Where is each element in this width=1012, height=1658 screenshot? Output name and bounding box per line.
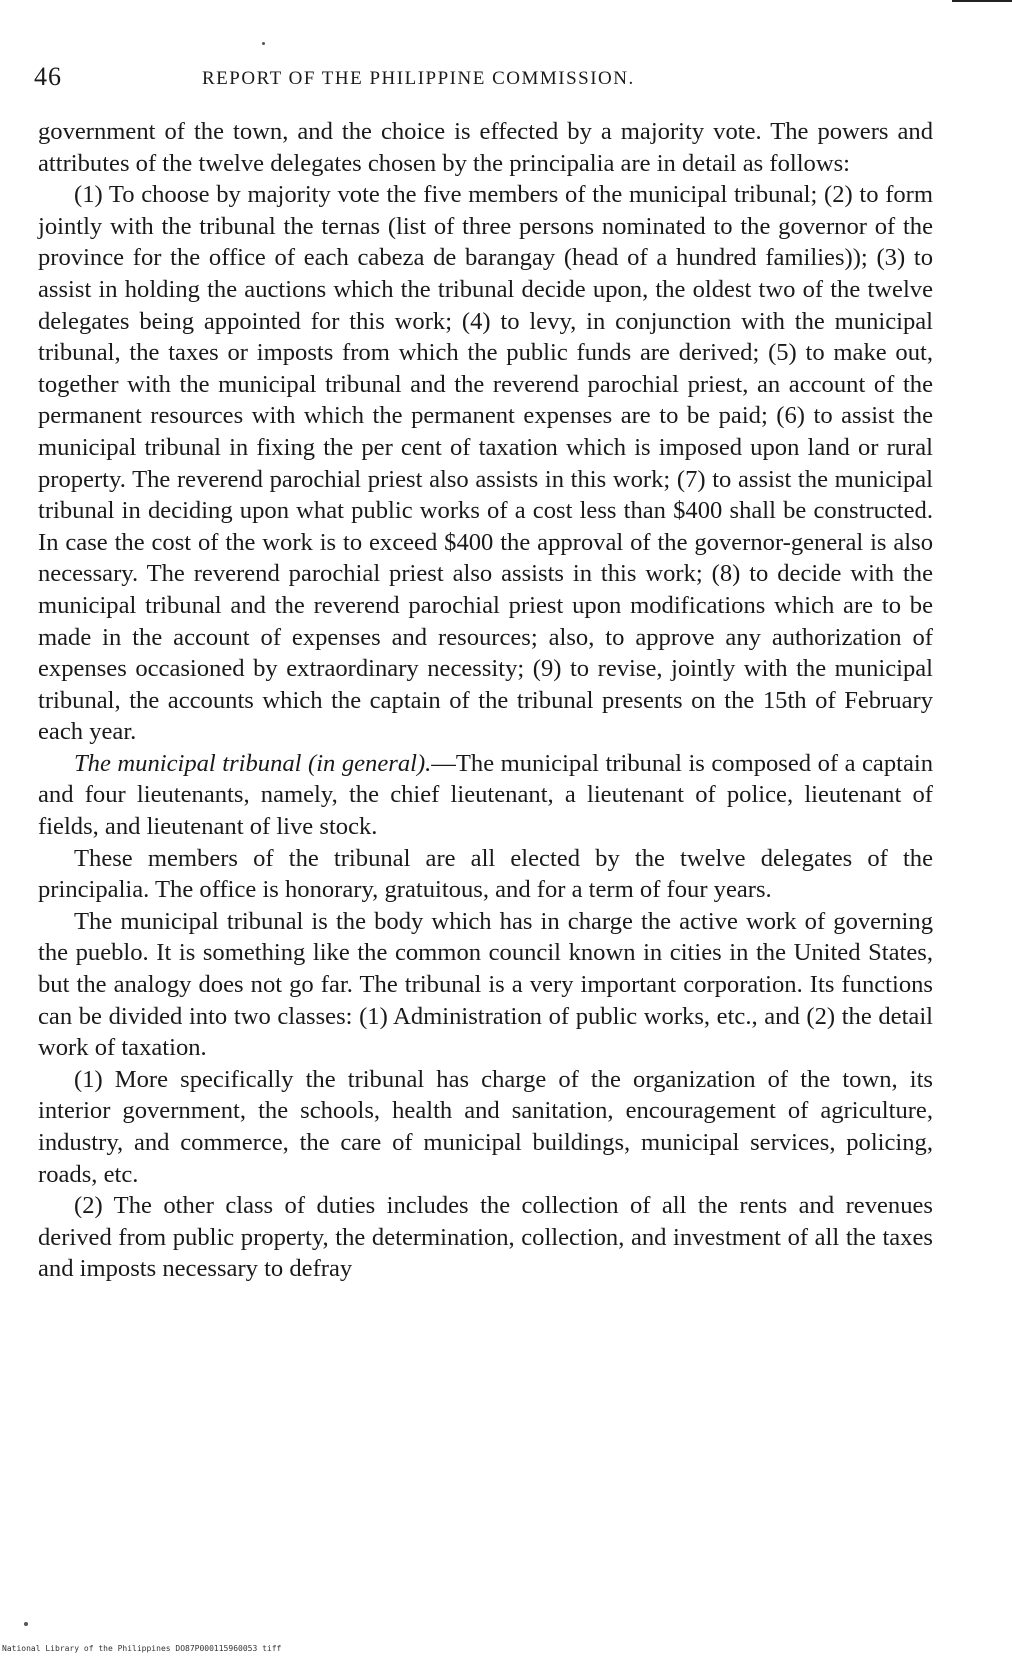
paragraph: (2) The other class of duties includes the collection of all the rents and revenues derived from public property, the determination, collection, and investment of all the taxes and imposts necessary to defray [38,1192,933,1283]
paragraph: government of the town, and the choice is effected by a majority vote. The powers and attributes of the twelve delegates chosen by the principalia are in detail as follows: [38,118,933,177]
page-number: 46 [34,62,62,91]
body-text [38,116,933,1285]
paragraph: The municipal tribunal is the body which has in charge the active work of governing the pueblo. It is something like the common council known in cities in the United States, but the analogy does not go far. The tribunal is a very important corporation. Its functions can be divided into two classes: (1) Administration of public works, etc., and (2) the detail work of taxation. [38,907,933,1062]
paragraph: (1) More specifically the tribunal has charge of the organization of the town, its interior government, the schools, health and sanitation, encouragement of agriculture, industry, and commerce, the care of municipal buildings, municipal services, policing, roads, etc. [38,1065,933,1188]
paragraph [38,748,933,843]
paragraph-text: —The municipal tribunal is composed of a captain and four lieutenants, namely, the chief lieutenant, a lieutenant of police, lieutenant of fields, and lieutenant of live stock. [38,749,934,841]
page-header [34,62,934,98]
scan-speck [262,42,265,45]
paragraph: These members of the tribunal are all elected by the twelve delegates of the principalia. The office is honorary, gratuitous, and for a term of four years. [38,844,933,904]
scan-speck [24,1622,28,1626]
archive-stamp: National Library of the Philippines DO87P000115960053 tiff [2,1644,282,1653]
scan-edge-mark [952,0,1012,2]
running-head: REPORT OF THE PHILIPPINE COMMISSION. [202,68,635,89]
section-heading: The municipal tribunal (in general). [74,749,432,777]
paragraph: (1) To choose by majority vote the five members of the municipal tribunal; (2) to form jointly with the tribunal the ternas (list of three persons nominated to the governor of the province for the office of each cabeza de barangay (head of a hundred families)); (3) to assist in holding the auctions which the tribunal decide upon, the oldest two of the twelve delegates being appointed for this work; (4) to levy, in conjunction with the municipal tribunal, the taxes or imposts from which the public funds are derived; (5) to make out, together with the municipal tribunal and the reverend parochial priest, an account of the permanent resources with which the permanent expenses are to be paid; (6) to assist the municipal tribunal in fixing the per cent of taxation which is imposed upon land or rural property. The reverend parochial priest also assists in this work; (7) to assist the municipal tribunal in deciding upon what public works of a cost less than $400 shall be constructed. In case the cost of the work is to exceed $400 the approval of the governor-general is also necessary. The reverend parochial priest also assists in this work; (8) to decide with the municipal tribunal and the reverend parochial priest upon modifications which are to be made in the account of expenses and resources; also, to approve any authorization of expenses occasioned by extraordinary necessity; (9) to revise, jointly with the municipal tribunal, the accounts which the captain of the tribunal presents on the 15th of February each year. [38,181,933,746]
